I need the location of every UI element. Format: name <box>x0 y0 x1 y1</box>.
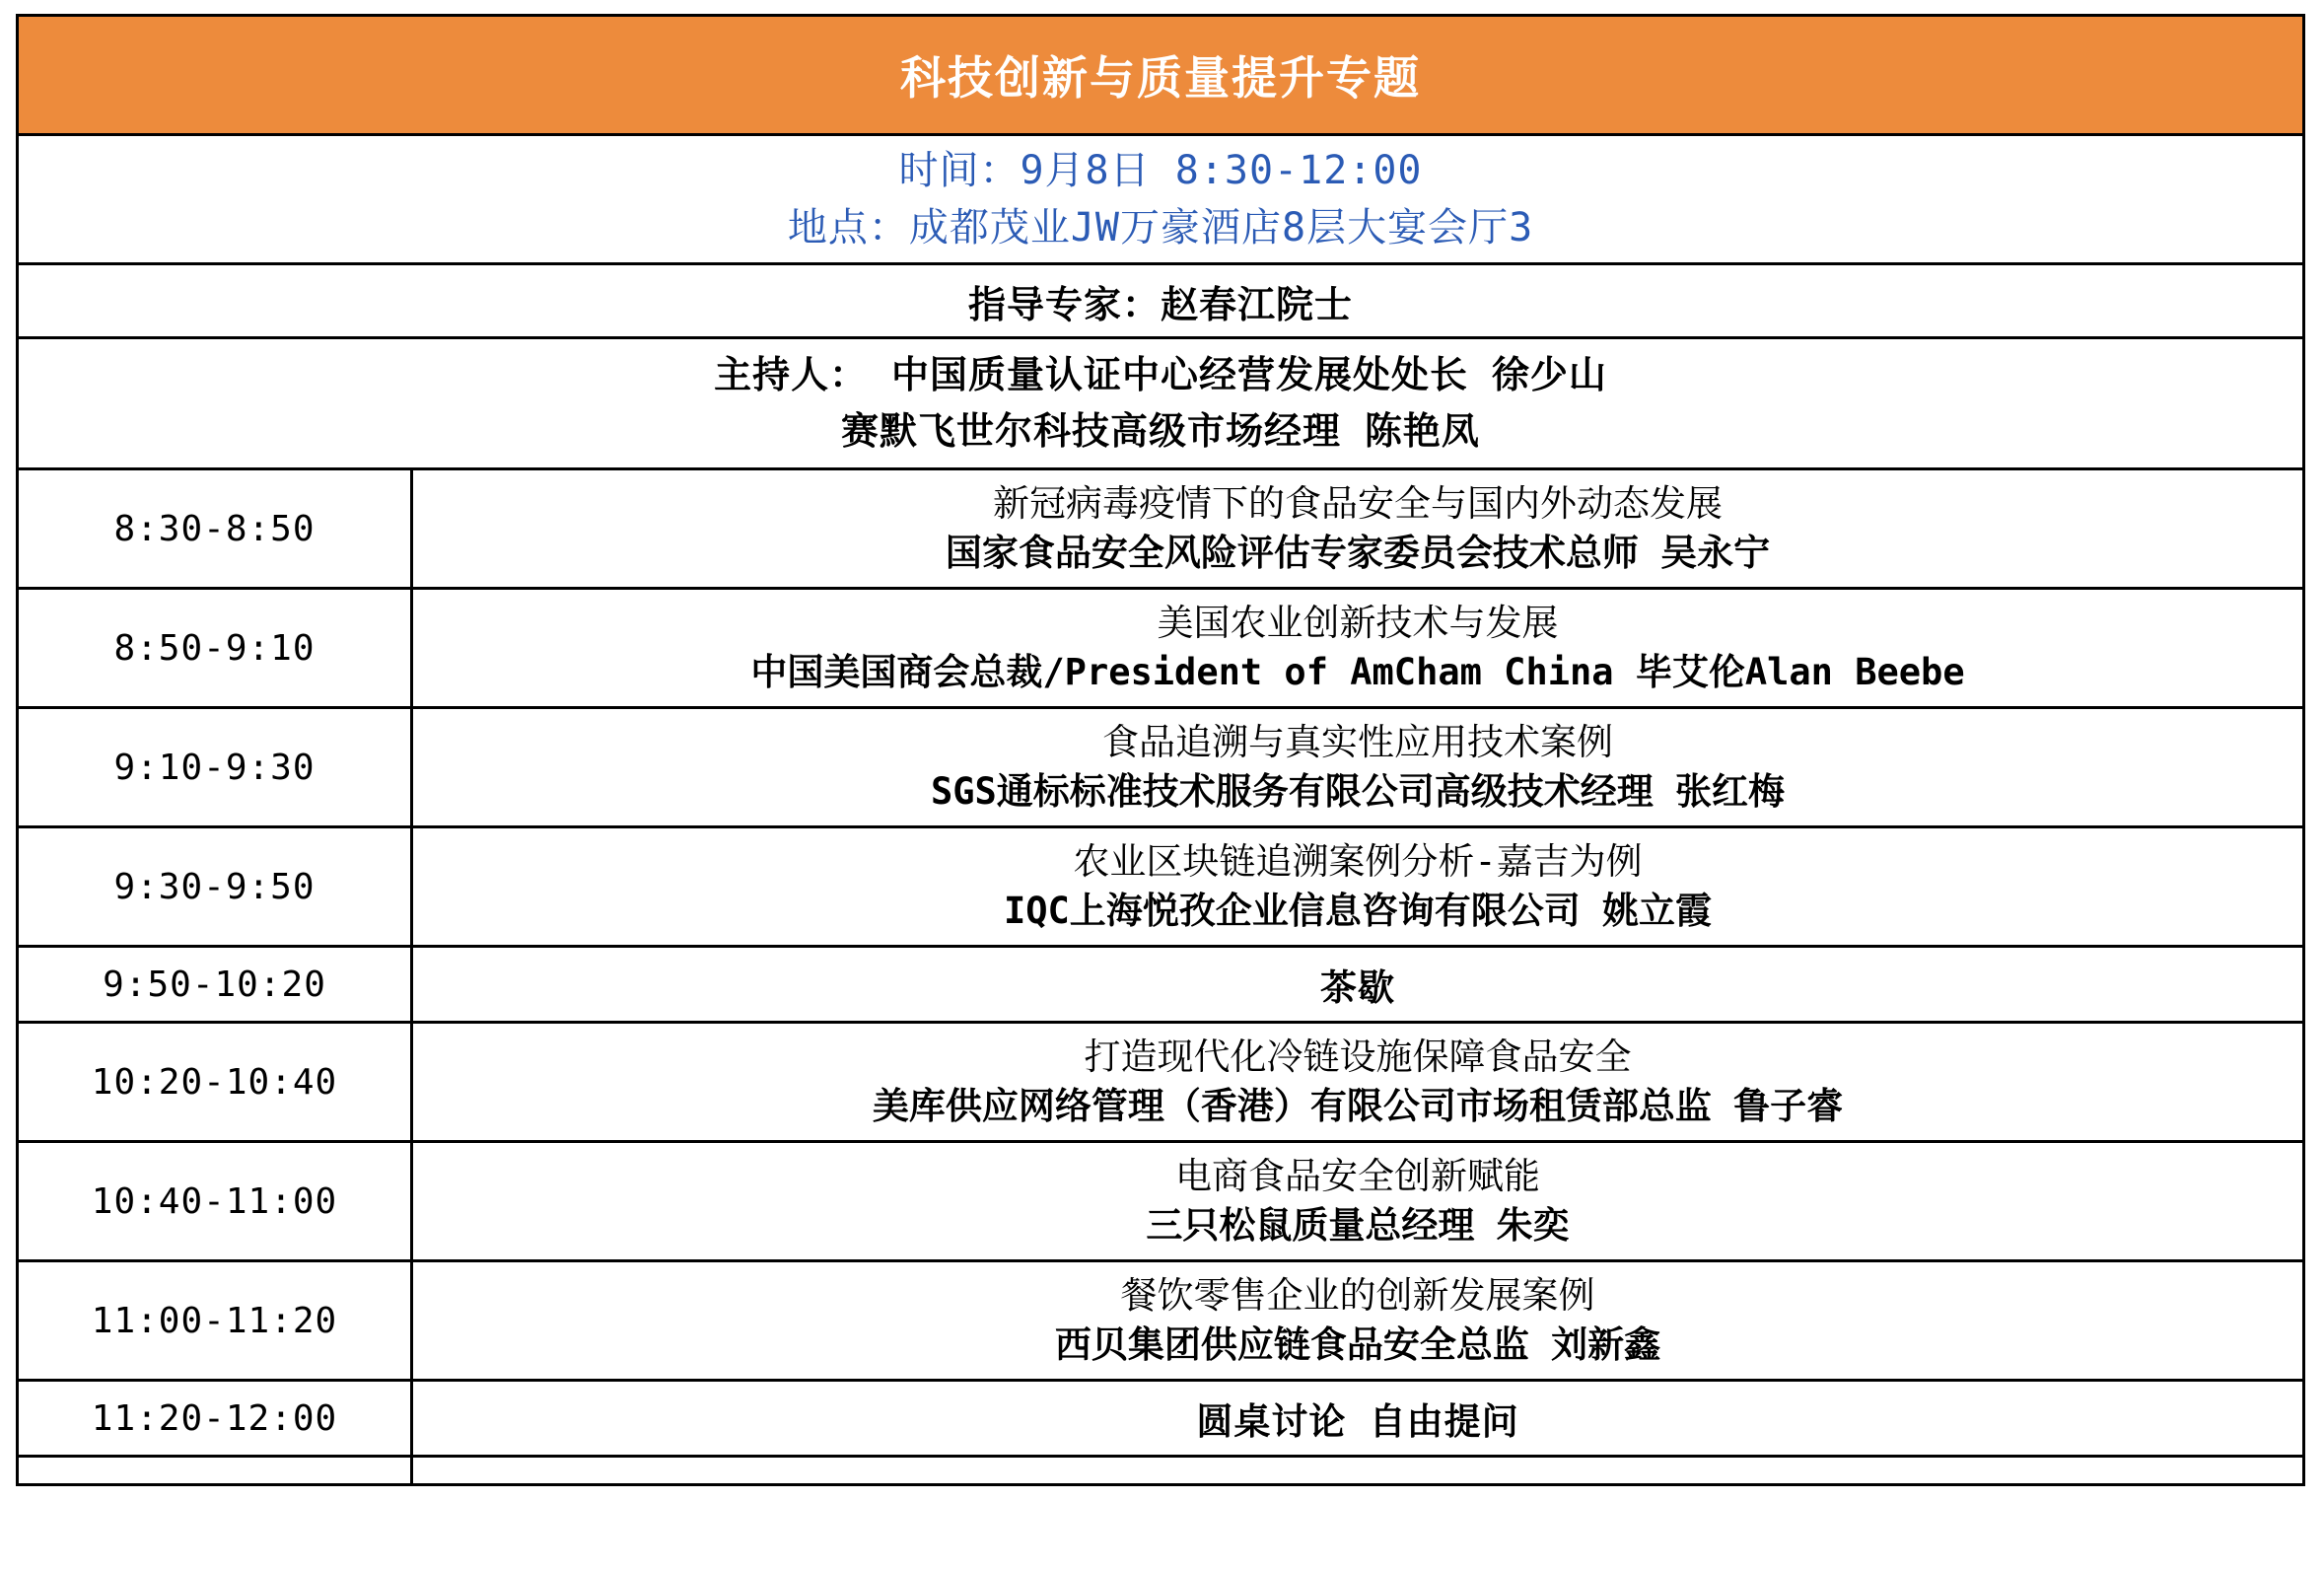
session-topic: 打造现代化冷链设施保障食品安全 <box>1084 1036 1632 1079</box>
host-row <box>18 338 2304 469</box>
session-speaker: 中国美国商会总裁/President of AmCham China 毕艾伦Alan Beebe <box>750 651 1965 693</box>
session-time: 10:40-11:00 <box>18 1142 412 1261</box>
title-row <box>18 16 2304 135</box>
session-topic: 电商食品安全创新赋能 <box>1175 1155 1540 1198</box>
session-speaker: 西贝集团供应链食品安全总监 刘新鑫 <box>1054 1323 1661 1366</box>
session-speaker: 三只松鼠质量总经理 朱奕 <box>1146 1204 1570 1247</box>
session-speaker: 美库供应网络管理（香港）有限公司市场租赁部总监 鲁子睿 <box>872 1085 1844 1127</box>
session-content <box>412 1023 2304 1142</box>
host-line-2: 赛默飞世尔科技高级市场经理 陈艳凤 <box>841 409 1480 453</box>
table-row <box>18 708 2304 827</box>
session-topic: 新冠病毒疫情下的食品安全与国内外动态发展 <box>993 482 1723 526</box>
page-title: 科技创新与质量提升专题 <box>18 16 2304 135</box>
session-topic: 圆桌讨论 自由提问 <box>1196 1400 1519 1443</box>
agenda-table <box>16 14 2305 1486</box>
session-content <box>412 827 2304 947</box>
guiding-expert: 指导专家：赵春江院士 <box>18 264 2304 338</box>
session-topic: 食品追溯与真实性应用技术案例 <box>1102 721 1613 764</box>
session-content <box>412 1381 2304 1457</box>
session-content <box>412 1142 2304 1261</box>
event-meta <box>18 135 2304 264</box>
event-time: 时间：9月8日 8:30-12:00 <box>898 148 1423 193</box>
session-time: 9:50-10:20 <box>18 947 412 1023</box>
session-topic: 农业区块链追溯案例分析-嘉吉为例 <box>1073 840 1643 884</box>
session-topic: 美国农业创新技术与发展 <box>1157 602 1559 645</box>
table-row-partial <box>18 1457 2304 1485</box>
table-row <box>18 947 2304 1023</box>
session-content <box>412 589 2304 708</box>
session-content <box>412 947 2304 1023</box>
agenda-table-body <box>18 16 2304 1485</box>
session-speaker: 国家食品安全风险评估专家委员会技术总师 吴永宁 <box>945 532 1771 574</box>
session-content <box>412 469 2304 589</box>
table-row <box>18 1142 2304 1261</box>
table-row <box>18 827 2304 947</box>
meta-row <box>18 135 2304 264</box>
table-row <box>18 1261 2304 1381</box>
session-time: 10:20-10:40 <box>18 1023 412 1142</box>
session-time: 9:10-9:30 <box>18 708 412 827</box>
partial-time-cell <box>18 1457 412 1485</box>
table-row <box>18 469 2304 589</box>
session-topic: 茶歇 <box>1320 966 1395 1009</box>
partial-content-cell <box>412 1457 2304 1485</box>
session-speaker: SGS通标标准技术服务有限公司高级技术经理 张红梅 <box>930 770 1786 813</box>
session-time: 11:20-12:00 <box>18 1381 412 1457</box>
session-topic: 餐饮零售企业的创新发展案例 <box>1120 1274 1595 1318</box>
session-time: 9:30-9:50 <box>18 827 412 947</box>
expert-row <box>18 264 2304 338</box>
session-speaker: IQC上海悦孜企业信息咨询有限公司 姚立霞 <box>1003 890 1713 932</box>
table-row <box>18 1023 2304 1142</box>
session-time: 11:00-11:20 <box>18 1261 412 1381</box>
session-content <box>412 1261 2304 1381</box>
host-line-1: 主持人： 中国质量认证中心经营发展处处长 徐少山 <box>714 353 1607 396</box>
table-row <box>18 589 2304 708</box>
hosts <box>18 338 2304 469</box>
table-row <box>18 1381 2304 1457</box>
session-content <box>412 708 2304 827</box>
session-time: 8:50-9:10 <box>18 589 412 708</box>
session-time: 8:30-8:50 <box>18 469 412 589</box>
event-place: 地点：成都茂业JW万豪酒店8层大宴会厅3 <box>787 205 1534 250</box>
